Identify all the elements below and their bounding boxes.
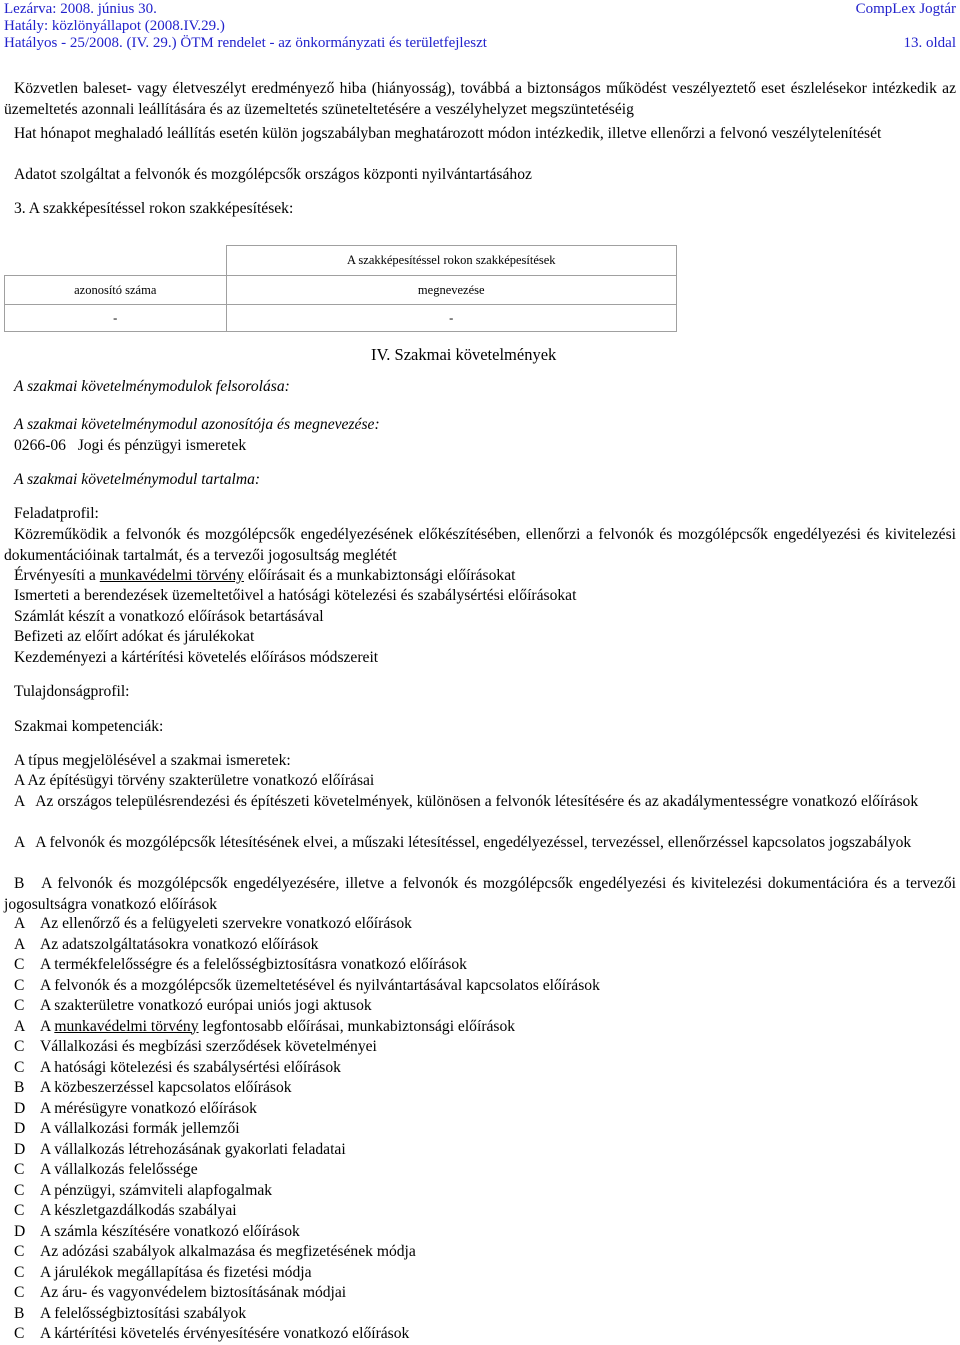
list-item: C A felvonók és a mozgólépcsők üzemeltetésével és nyilvántartásával kapcsolatos előírások xyxy=(14,976,600,994)
knowledge-item: A Az építésügyi törvény szakterületre vonatkozó előírásai xyxy=(14,772,375,789)
source-link[interactable]: ÖTM rendelet - az önkormányzati és területfejleszt xyxy=(180,35,487,51)
knowledge-list xyxy=(14,914,600,1345)
related-qualifications-table xyxy=(4,245,677,332)
task-item-6: Kezdeményezi a kártérítési követelés előírásos módszereit xyxy=(14,649,379,666)
intro-paragraph-2: Hat hónapot meghaladó leállítás esetén külön jogszabályban meghatározott módon intézkedik, illetve ellenőrzi a felvonó veszélytelenítését xyxy=(14,125,882,142)
list-item: B A felelősségbiztosítási szabályok xyxy=(14,1304,247,1322)
list-item: C A készletgazdálkodás szabályai xyxy=(14,1202,237,1219)
list-item: A Az ellenőrző és a felügyeleti szervekre vonatkozó előírások xyxy=(14,915,412,932)
knowledge-item: A A felvonók és mozgólépcsők létesítésének elvei, a műszaki létesítéssel, engedélyezéssel, tervezéssel, ellenőrzéssel kapcsolatos jogszabályok xyxy=(14,834,912,851)
list-item: D A mérésügyre vonatkozó előírások xyxy=(14,1099,257,1117)
module-name: Jogi és pénzügyi ismeretek xyxy=(77,437,247,454)
labor-safety-law-link[interactable]: munkavédelmi törvény xyxy=(54,1017,199,1035)
list-item: C A szakterületre vonatkozó európai uniós jogi aktusok xyxy=(14,997,372,1014)
labor-safety-law-link[interactable]: munkavédelmi törvény xyxy=(99,567,244,584)
module-line xyxy=(14,436,956,457)
list-item: C A kártérítési követelés érvényesítésére vonatkozó előírások xyxy=(14,1325,410,1342)
task-item-2-post: előírásait és a munkabiztonsági előírásokat xyxy=(243,567,516,584)
table-row xyxy=(5,305,677,332)
module-id-label: A szakmai követelménymodul azonosítója és megnevezése: xyxy=(14,416,380,433)
brand-label: CompLex Jogtár xyxy=(855,1,956,17)
list-item: C A termékfelelősségre és a felelősségbiztosításra vonatkozó előírások xyxy=(14,956,467,973)
module-content-label: A szakmai követelménymodul tartalma: xyxy=(14,471,261,488)
task-item-1: Közreműködik a felvonók és mozgólépcsők engedélyezésének előkészítésében, ellenőrzi a felvonók és mozgólépcsők engedélyezési és kivitelezési dokumentációinak tartalmát, és a tervezői jogosultság meglétét xyxy=(4,526,956,564)
section3-heading: 3. A szakképesítéssel rokon szakképesítések: xyxy=(14,200,294,217)
list-item: C A pénzügyi, számviteli alapfogalmak xyxy=(14,1181,273,1199)
effect-date: Hatály: közlönyállapot (2008.IV.29.) xyxy=(4,18,225,34)
task-item-4: Számlát készít a vonatkozó előírások betartásával xyxy=(14,608,324,625)
closed-date: Lezárva: 2008. június 30. xyxy=(4,1,157,17)
competencies-label: Szakmai kompetenciák: xyxy=(14,718,164,735)
list-item: C A hatósági kötelezési és szabálysértési előírások xyxy=(14,1058,341,1076)
property-profile-label: Tulajdonságprofil: xyxy=(14,683,130,700)
list-item: A A munkavédelmi törvény legfontosabb előírásai, munkabiztonsági előírások xyxy=(14,1017,516,1035)
intro-paragraph-1: Közvetlen baleset- vagy életveszélyt eredményező hiba (hiányosság), továbbá a biztonságos működést veszélyeztető eset észlelésekor intézkedik az üzemeltetés azonnali leállítására és az üzemeltetés szüneteltetésére a veszélyhelyzet megszüntetéséig xyxy=(4,80,956,118)
page-number: 13. oldal xyxy=(903,35,956,51)
source-line xyxy=(4,34,487,52)
knowledge-item: B A felvonók és mozgólépcsők engedélyezésére, illetve a felvonók és mozgólépcsők engedélyezési és kivitelezési dokumentációra és a tervezői jogosultságra vonatkozó előírások xyxy=(4,875,960,913)
list-item: D A vállalkozási formák jellemzői xyxy=(14,1120,240,1137)
table-header-id: azonosító száma xyxy=(5,276,227,305)
task-item-5: Befizeti az előírt adókat és járulékokat xyxy=(14,628,255,645)
list-item: C Az adózási szabályok alkalmazása és megfizetésének módja xyxy=(14,1243,416,1260)
list-item: C Az áru- és vagyonvédelem biztosításának módjai xyxy=(14,1284,347,1301)
knowledge-item: A Az országos településrendezési és építészeti követelmények, különösen a felvonók létesítésére és az akadálymentességre vonatkozó előírások xyxy=(14,793,919,810)
section4-title: IV. Szakmai követelmények xyxy=(371,345,557,364)
knowledge-label: A típus megjelölésével a szakmai ismeretek: xyxy=(14,752,291,769)
list-item: C A vállalkozás felelőssége xyxy=(14,1161,198,1178)
list-item: A Az adatszolgáltatásokra vonatkozó előírások xyxy=(14,935,319,953)
list-item: D A vállalkozás létrehozásának gyakorlati feladatai xyxy=(14,1140,346,1158)
table-header-name: megnevezése xyxy=(226,276,677,305)
table-caption: A szakképesítéssel rokon szakképesítések xyxy=(226,246,677,276)
source-prefix: Hatályos - 25/2008. (IV. 29.) xyxy=(4,35,181,51)
intro-paragraph-3: Adatot szolgáltat a felvonók és mozgólépcsők országos központi nyilvántartásához xyxy=(14,166,532,183)
modules-list-label: A szakmai követelménymodulok felsorolása: xyxy=(14,378,290,395)
list-item: B A közbeszerzéssel kapcsolatos előírások xyxy=(14,1079,292,1096)
list-item: C Vállalkozási és megbízási szerződések követelményei xyxy=(14,1038,377,1055)
task-item-3: Ismerteti a berendezések üzemeltetőivel a hatósági kötelezési és szabálysértési előírásokat xyxy=(14,587,577,604)
table-cell-name: - xyxy=(226,305,677,332)
list-item: C A járulékok megállapítása és fizetési módja xyxy=(14,1263,312,1281)
task-item-2 xyxy=(14,566,956,587)
task-item-2-pre: Érvényesíti a xyxy=(14,567,100,584)
task-profile-label: Feladatprofil: xyxy=(14,505,99,522)
list-item: D A számla készítésére vonatkozó előírások xyxy=(14,1222,300,1240)
table-cell-id: - xyxy=(5,305,227,332)
module-code: 0266-06 xyxy=(14,437,66,454)
